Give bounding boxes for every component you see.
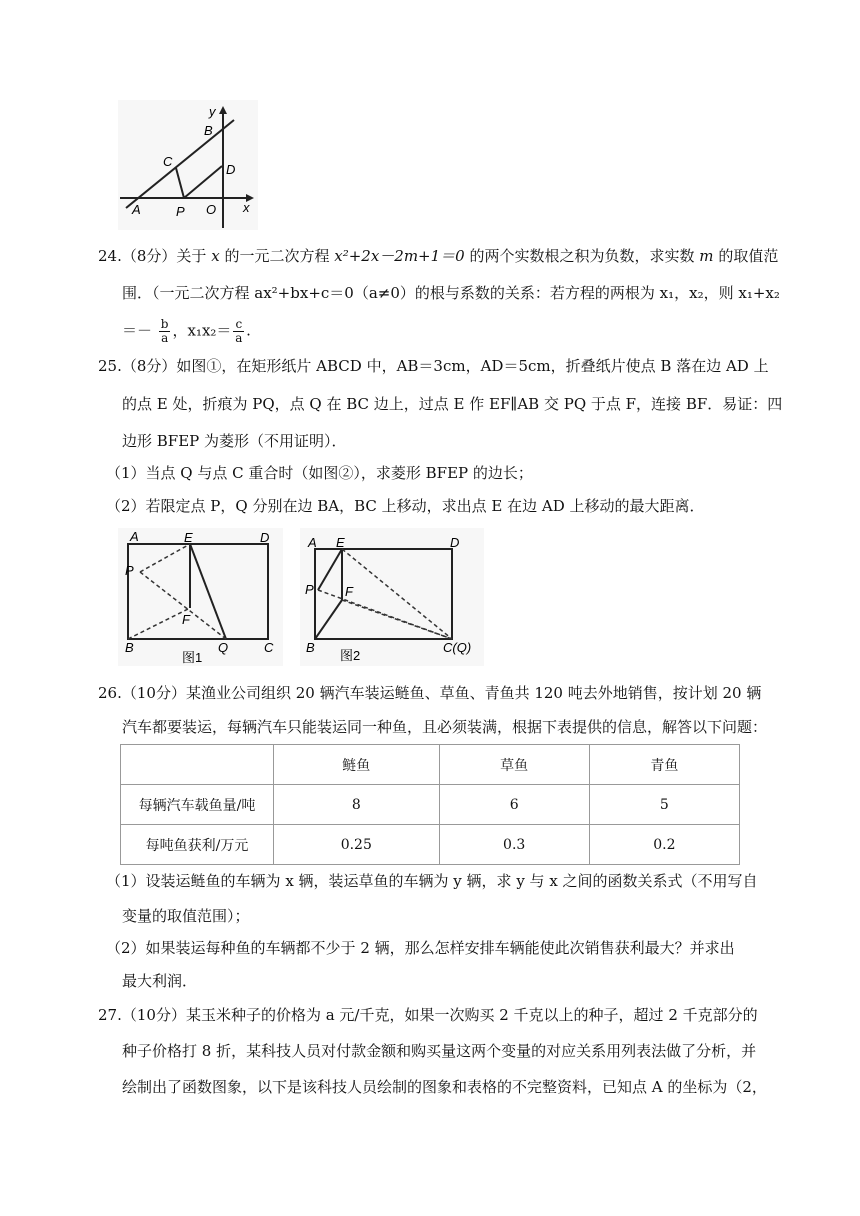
fig2-caption: 图2 <box>340 648 361 663</box>
q25-line3: 边形 BFEP 为菱形（不用证明）． <box>122 432 347 450</box>
q26-text: （10分）某渔业公司组织 20 辆汽车装运鲢鱼、草鱼、青鱼共 120 吨去外地销售，按计划 20 辆 <box>121 684 762 702</box>
q25-sub2: （2）若限定点 P，Q 分别在边 BA，BC 上移动，求出点 E 在边 AD 上移动的最大距离． <box>106 497 705 515</box>
q25-number: 25. <box>98 357 122 375</box>
fig2-label-f: F <box>345 584 353 599</box>
fraction-b-over-a <box>159 318 171 345</box>
frac-num: c <box>235 317 243 331</box>
fig1-label-q: Q <box>218 640 229 655</box>
table-cell: 5 <box>589 785 739 825</box>
fig23-label-p: P <box>176 204 185 219</box>
table-cell: 每辆汽车载鱼量/吨 <box>121 785 274 825</box>
figure-q23 <box>118 100 258 230</box>
table-cell: 0.25 <box>274 825 440 865</box>
table-row <box>121 825 740 865</box>
frac-den: a <box>161 331 169 345</box>
q25-line1 <box>98 355 769 377</box>
fig1-caption: 图1 <box>182 650 203 665</box>
fig23-label-o: O <box>206 202 217 217</box>
fig1-label-p: P <box>125 563 134 578</box>
q27-number: 27. <box>98 1006 122 1024</box>
table-cell: 每吨鱼获利/万元 <box>121 825 274 865</box>
q26-sub1a: （1）设装运鲢鱼的车辆为 x 辆，装运草鱼的车辆为 y 辆，求 y 与 x 之间的函数关系式（不用写自 <box>106 872 758 890</box>
q24-equation: x²+2x－2m+1＝0 <box>334 247 465 265</box>
table-header-cell: 草鱼 <box>439 745 589 785</box>
fig2-label-a: A <box>308 535 317 550</box>
q24-text: 的一元二次方程 <box>224 247 330 265</box>
table-header-cell: 鲢鱼 <box>274 745 440 785</box>
q24-text: 的两个实数根之积为负数，求实数 <box>469 247 695 265</box>
fig1-label-b: B <box>125 640 134 655</box>
q27-line1 <box>98 1004 758 1026</box>
q26-sub1b: 变量的取值范围）； <box>122 907 250 925</box>
q24-line3 <box>122 318 251 345</box>
table-cell: 6 <box>439 785 589 825</box>
q24-score: （8分） <box>121 247 177 265</box>
q24-text: ，x₁x₂＝ <box>172 321 232 340</box>
fig2-label-p: P <box>305 582 314 597</box>
table-header-cell: 青鱼 <box>589 745 739 785</box>
q25-text: （8分）如图①，在矩形纸片 ABCD 中，AB＝3cm，AD＝5cm，折叠纸片使点 B 落在边 AD 上 <box>121 357 769 375</box>
q26-sub2a: （2）如果装运每种鱼的车辆都不少于 2 辆，那么怎样安排车辆能使此次销售获利最大？并求出 <box>106 939 735 957</box>
q25-sub1: （1）当点 Q 与点 C 重合时（如图②），求菱形 BFEP 的边长； <box>106 464 533 482</box>
q24-text: . <box>246 321 251 340</box>
fig1-label-a: A <box>130 529 139 544</box>
fig23-label-c: C <box>163 154 173 169</box>
q24-text: 的取值范 <box>718 247 779 265</box>
q24-line2: 围．（一元二次方程 ax²+bx+c＝0（a≠0）的根与系数的关系：若方程的两根为 x₁，x₂，则 x₁+x₂ <box>122 284 780 302</box>
table-cell: 0.3 <box>439 825 589 865</box>
figure-q25-2 <box>300 528 484 666</box>
q24-text: ＝－ <box>122 321 153 340</box>
q24-line1: 24.（8分）关于 x 的一元二次方程 x²+2x－2m+1＝0 的两个实数根之积为负数，求实数 m 的取值范 <box>98 247 779 265</box>
q27-line2: 种子价格打 8 折，某科技人员对付款金额和购买量这两个变量的对应关系用列表法做了分析，并 <box>122 1042 757 1060</box>
table-cell: 0.2 <box>589 825 739 865</box>
frac-num: b <box>160 317 169 331</box>
figure-q25-1 <box>118 528 283 666</box>
fig2-label-cq: C(Q) <box>443 640 472 655</box>
fig2-label-b: B <box>306 640 315 655</box>
fig23-label-x: x <box>243 200 250 215</box>
q24-text: 关于 <box>176 247 207 265</box>
fish-table <box>120 744 740 865</box>
table-header-cell <box>121 745 274 785</box>
fig23-label-a: A <box>132 202 141 217</box>
table-cell: 8 <box>274 785 440 825</box>
fig2-label-e: E <box>336 535 345 550</box>
fig2-label-d: D <box>450 535 460 550</box>
q25-line2: 的点 E 处，折痕为 PQ，点 Q 在 BC 边上，过点 E 作 EF∥AB 交 PQ 于点 F，连接 BF．易证：四 <box>122 395 783 413</box>
q26-number: 26. <box>98 684 122 702</box>
fig1-label-c: C <box>264 640 274 655</box>
frac-den: a <box>235 331 243 345</box>
q27-text: （10分）某玉米种子的价格为 a 元/千克，如果一次购买 2 千克以上的种子，超过 2 千克部分的 <box>121 1006 758 1024</box>
fig23-label-d: D <box>226 162 236 177</box>
q24-number: 24. <box>98 247 122 265</box>
q26-line1 <box>98 682 761 704</box>
q26-sub2b: 最大利润． <box>122 972 198 990</box>
fig23-label-y: y <box>209 104 216 119</box>
fig1-label-f: F <box>182 612 190 627</box>
q26-line2: 汽车都要装运，每辆汽车只能装运同一种鱼，且必须装满，根据下表提供的信息，解答以下问题： <box>122 718 768 736</box>
q27-line3: 绘制出了函数图象，以下是该科技人员绘制的图象和表格的不完整资料，已知点 A 的坐标为（2， <box>122 1078 767 1096</box>
table-row <box>121 785 740 825</box>
fig1-label-e: E <box>184 530 193 545</box>
fig1-label-d: D <box>260 530 270 545</box>
table-header-row <box>121 745 740 785</box>
fraction-c-over-a <box>233 318 244 345</box>
fig23-label-b: B <box>204 123 213 138</box>
